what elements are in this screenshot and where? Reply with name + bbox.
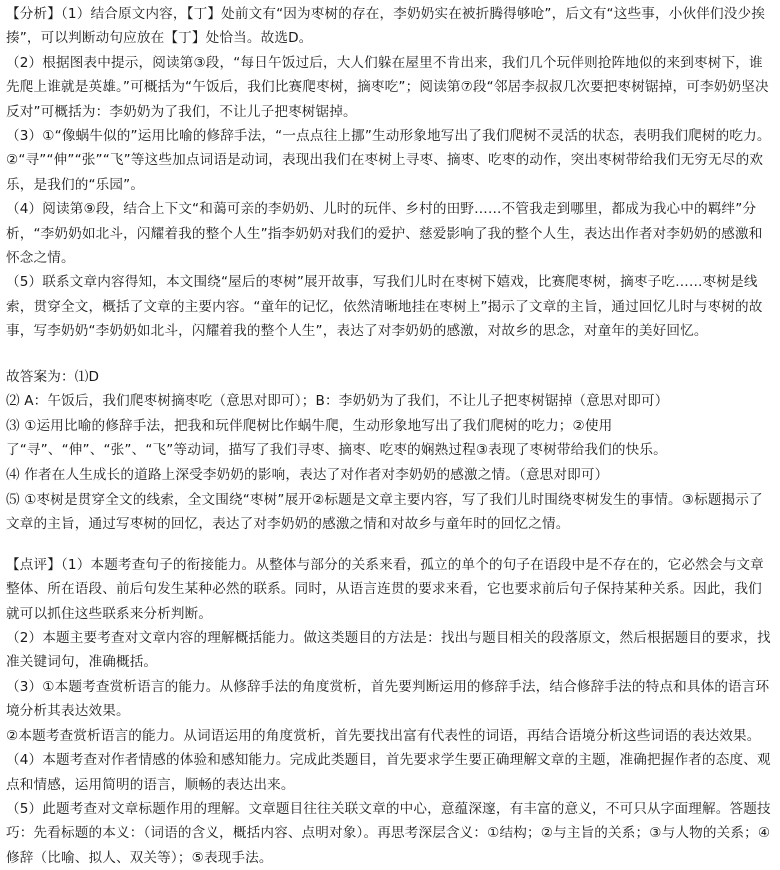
comment-paragraph-1: 【点评】（1）本题考查句子的衔接能力。从整体与部分的关系来看，孤立的单个的句子在语段中是不存在的，它必然会与文章整体、所在语段、前后句发生某种必然的联系。同时，从语言连贯的要求来看，它也要求前后句子保持某种关系。因此，我们就可以抓住这些联系来分析判断。 [6, 556, 764, 622]
answer-paragraph-4: ⑷ 作者在人生成长的道路上深受李奶奶的影响，表达了对作者对李奶奶的感激之情。（意思对即可） [6, 467, 609, 484]
section-spacer [6, 344, 774, 365]
comment-paragraph-3: （3）①本题考查赏析语言的能力。从修辞手法的角度赏析，首先要判断运用的修辞手法，结合修辞手法的特点和具体的语言环境分析其表达效果。 [6, 678, 770, 720]
section-spacer [6, 537, 774, 553]
analysis-paragraph-5: （4）阅读第⑨段，结合上下文“和蔼可亲的李奶奶、儿时的玩伴、乡村的田野……不管我走到哪里，都成为我心中的羁绊”分析，“李奶奶如北斗，闪耀着我的整个人生”指李奶奶对我们的爱护、慈爱影响了我的整个人生，表达出作者对李奶奶的感激和怀念之情。 [6, 201, 763, 267]
comment-paragraph-6: （5）此题考查对文章标题作用的理解。文章题目往往关联文章的中心，意蕴深邃，有丰富的意义，不可只从字面理解。答题技巧：先看标题的本义：（词语的含义，概括内容、点明对象）。再思考深层含义：①结构；②与主旨的关系；③与人物的关系；④修辞（比喻、拟人、双关等）；⑤表现手法。 [6, 800, 771, 866]
comment-section [6, 553, 774, 870]
comment-paragraph-2: （2）本题主要考查对文章内容的理解概括能力。做这类题目的方法是：找出与题目相关的段落原文，然后根据题目的要求，找准关键词句，准确概括。 [6, 630, 771, 671]
answer-paragraph-5: ⑸ ①枣树是贯穿全文的线索，全文围绕“枣树”展开②标题是文章主要内容，写了我们儿时围绕枣树发生的事情。③标题揭示了文章的主旨，通过写枣树的回忆，表达了对李奶奶的感激之情和对故乡与童年时的回忆之情。 [6, 491, 763, 533]
answer-paragraph-3: ⑶ ①运用比喻的修辞手法，把我和玩伴爬树比作蜗牛爬，生动形象地写出了我们爬树的吃力；②使用了“寻”、“伸”、“张”、“飞”等动词，描写了我们寻枣、摘枣、吃枣的娴熟过程③表现了枣树带给我们的快乐。 [6, 417, 667, 459]
answer-paragraph-2: ⑵ A：午饭后，我们爬枣树摘枣吃（意思对即可）；B：李奶奶为了我们，不让儿子把枣树锯掉（意思对即可） [6, 393, 669, 410]
comment-paragraph-4: ②本题考查赏析语言的能力。从词语运用的角度赏析，首先要找出富有代表性的词语，再结合语境分析这些词语的表达效果。 [6, 727, 761, 744]
answer-section [6, 365, 774, 537]
answer-paragraph-1: 故答案为：⑴D [6, 368, 100, 385]
analysis-paragraph-6: （5）联系文章内容得知，本文围绕“屋后的枣树”展开故事，写我们儿时在枣树下嬉戏，比赛爬枣树，摘枣子吃……枣树是线索，贯穿全文，概括了文章的主要内容。“童年的记忆，依然清晰地挂在枣树上”揭示了文章的主旨，通过回忆儿时与枣树的故事，写李奶奶“李奶奶如北斗，闪耀着我的整个人生”，表达了对李奶奶的感激，对故乡的思念，对童年的美好回忆。 [6, 274, 763, 340]
analysis-paragraph-1: 【分析】（1）结合原文内容，【丁】处前文有“因为枣树的存在，李奶奶实在被折腾得够呛”，后文有“这些事，小伙伴们没少挨揍”，可以判断动句应放在【丁】处恰当。故选D。 [6, 6, 765, 47]
analysis-section [6, 2, 774, 344]
analysis-paragraph-2: （2）根据图表中提示，阅读第③段，“每日午饭过后，大人们躲在屋里不肯出来，我们几个玩伴则抢阵地似的来到枣树下，谁先爬上谁就是英雄。”可概括为“午饭后，我们比赛爬枣树，摘枣吃”；阅读第⑦段“邻居李叔叔几次要把枣树锯掉，可李奶奶坚决反对”可概括为：李奶奶为了我们，不让儿子把枣树锯掉。 [6, 54, 769, 120]
analysis-paragraph-3: （3）①“像蜗牛似的”运用比喻的修辞手法，“一点点往上挪”生动形象地写出了我们爬树不灵活的状态，表明我们爬树的吃力。 [6, 128, 771, 145]
comment-paragraph-5: （4）本题考查对作者情感的体验和感知能力。完成此类题目，首先要求学生要正确理解文章的主题，准确把握作者的态度、观点和情感，运用简明的语言，顺畅的表达出来。 [6, 752, 771, 793]
analysis-paragraph-4: ②“寻”“伸”“张”“飞”等这些加点词语是动词，表现出我们在枣树上寻枣、摘枣、吃枣的动作，突出枣树带给我们无穷无尽的欢乐，是我们的“乐园”。 [6, 152, 764, 193]
